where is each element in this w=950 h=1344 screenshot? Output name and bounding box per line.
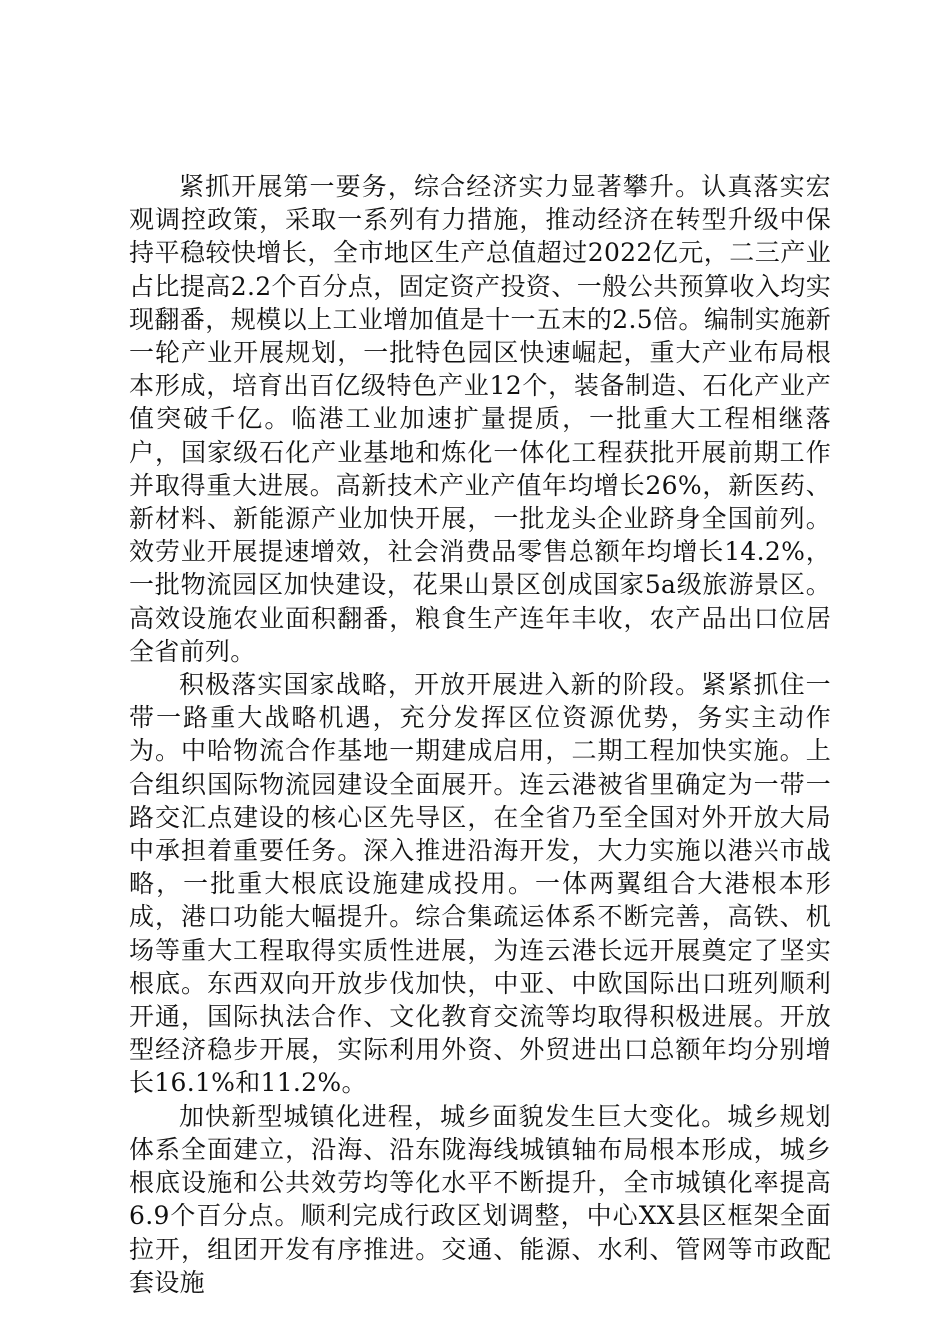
- paragraph-economy: 紧抓开展第一要务，综合经济实力显著攀升。认真落实宏观调控政策，采取一系列有力措施，推动经济在转型升级中保持平稳较快增长，全市地区生产总值超过2022亿元，二三产业占比提高2.2个百分点，固定资产投资、一般公共预算收入均实现翻番，规模以上工业增加值是十一五末的2.5倍。编制实施新一轮产业开展规划，一批特色园区快速崛起，重大产业布局根本形成，培育出百亿级特色产业12个，装备制造、石化产业产值突破千亿。临港工业加速扩量提质，一批重大工程相继落户，国家级石化产业基地和炼化一体化工程获批开展前期工作并取得重大进展。高新技术产业产值年均增长26%，新医药、新材料、新能源产业加快开展，一批龙头企业跻身全国前列。效劳业开展提速增效，社会消费品零售总额年均增长14.2%，一批物流园区加快建设，花果山景区创成国家5a级旅游景区。高效设施农业面积翻番，粮食生产连年丰收，农产品出口位居全省前列。: [129, 172, 831, 666]
- document-body: [129, 170, 831, 1299]
- paragraph-urbanization: 加快新型城镇化进程，城乡面貌发生巨大变化。城乡规划体系全面建立，沿海、沿东陇海线城镇轴布局根本形成，城乡根底设施和公共效劳均等化水平不断提升，全市城镇化率提高6.9个百分点。顺利完成行政区划调整，中心XX县区框架全面拉开，组团开发有序推进。交通、能源、水利、管网等市政配套设施: [129, 1101, 831, 1297]
- paragraph-opening-up: 积极落实国家战略，开放开展进入新的阶段。紧紧抓住一带一路重大战略机遇，充分发挥区位资源优势，务实主动作为。中哈物流合作基地一期建成启用，二期工程加快实施。上合组织国际物流园建设全面展开。连云港被省里确定为一带一路交汇点建设的核心区先导区，在全省乃至全国对外开放大局中承担着重要任务。深入推进沿海开发，大力实施以港兴市战略，一批重大根底设施建成投用。一体两翼组合大港根本形成，港口功能大幅提升。综合集疏运体系不断完善，高铁、机场等重大工程取得实质性进展，为连云港长远开展奠定了坚实根底。东西双向开放步伐加快，中亚、中欧国际出口班列顺利开通，国际执法合作、文化教育交流等均取得积极进展。开放型经济稳步开展，实际利用外资、外贸进出口总额年均分别增长16.1%和11.2%。: [129, 670, 831, 1098]
